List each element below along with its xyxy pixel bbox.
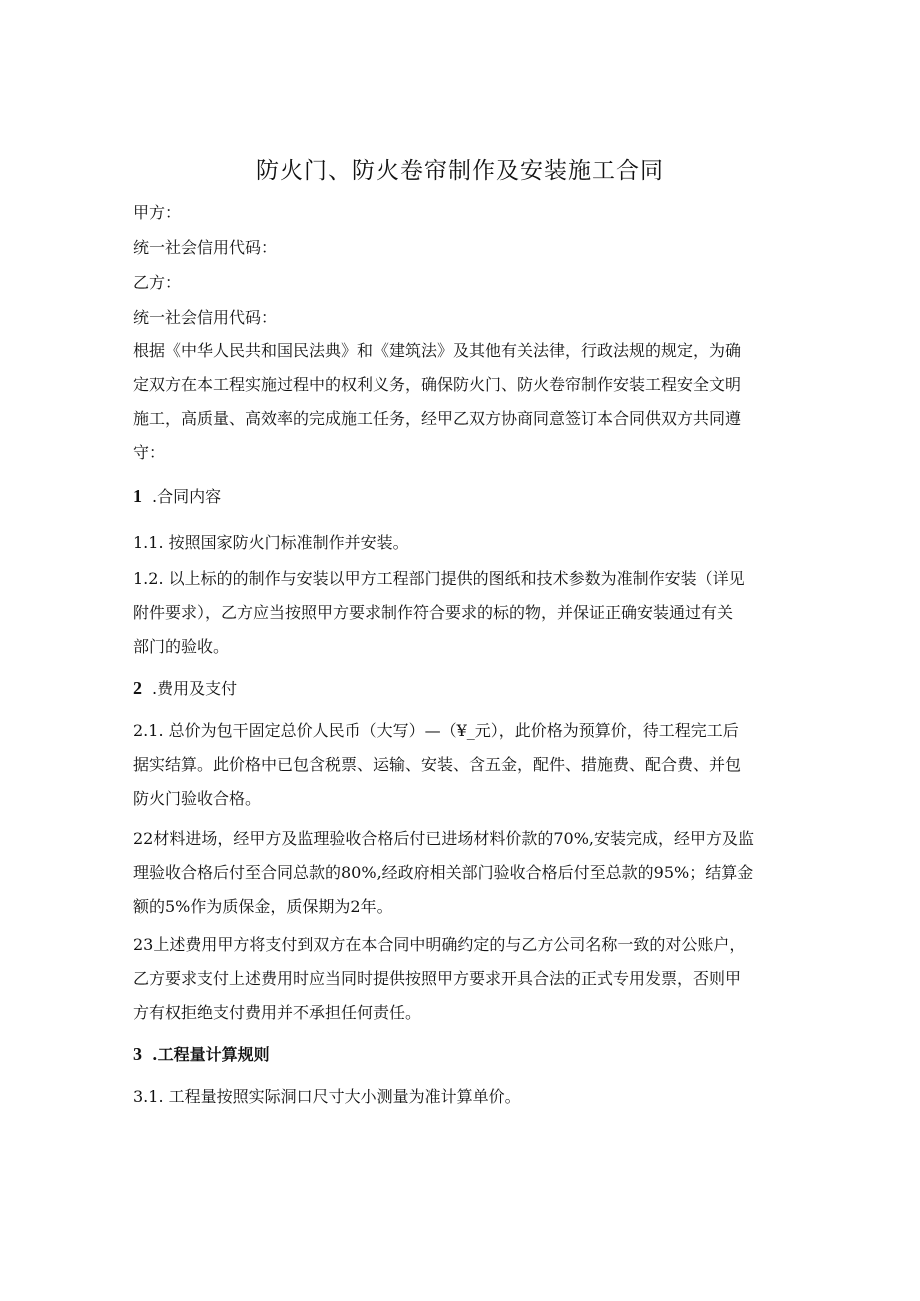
intro-paragraph [133,334,788,470]
clause-2-2 [133,822,788,924]
clause-line: 附件要求），乙方应当按照甲方要求制作符合要求的标的物，并保证正确安装通过有关 [133,603,734,622]
clause-line: 23上述费用甲方将支付到双方在本合同中明确约定的与乙方公司名称一致的对公账户， [133,935,746,954]
document-title: 防火门、防火卷帘制作及安装施工合同 [256,158,664,184]
party-a-credit-code-label: 统一社会信用代码： [133,238,278,257]
clause-line: 防火门验收合格。 [133,789,262,808]
party-a-label: 甲方： [133,203,182,222]
section-number: 1 [133,486,142,506]
section-label: .工程量计算规则 [152,1045,270,1064]
clause-1-1 [133,526,788,560]
section-number: 2 [133,678,142,698]
section-heading-1 [133,484,221,507]
clause-3-1 [133,1080,788,1114]
section-label: .费用及支付 [152,679,238,698]
clause-2-1 [133,714,788,816]
intro-line: 根据《中华人民共和国民法典》和《建筑法》及其他有关法律，行政法规的规定，为确 [133,341,742,360]
clause-line: 部门的验收。 [133,637,230,656]
clause-line: 额的5%作为质保金，质保期为2年。 [133,897,393,916]
section-label: .合同内容 [152,487,222,506]
clause-line: 方有权拒绝支付费用并不承担任何责任。 [133,1003,422,1022]
clause-line: 2.1. 总价为包干固定总价人民币（大写）—（¥_元），此价格为预算价，待工程完工后 [133,721,739,740]
section-number: 3 [133,1044,142,1064]
clause-line: 1.2. 以上标的的制作与安装以甲方工程部门提供的图纸和技术参数为准制作安装（详见 [133,569,745,588]
party-b-credit-code-label: 统一社会信用代码： [133,308,278,327]
clause-line: 乙方要求支付上述费用时应当同时提供按照甲方要求开具合法的正式专用发票，否则甲 [133,969,742,988]
intro-line: 守： [133,443,166,462]
intro-line: 定双方在本工程实施过程中的权利义务，确保防火门、防火卷帘制作安装工程安全文明 [133,375,742,394]
clause-line: 1.1. 按照国家防火门标准制作并安装。 [133,533,409,552]
clause-line: 3.1. 工程量按照实际洞口尺寸大小测量为准计算单价。 [133,1087,521,1106]
party-b-label: 乙方： [133,273,182,292]
clause-line: 据实结算。此价格中已包含税票、运输、安装、含五金，配件、措施费、配合费、并包 [133,755,742,774]
intro-line: 施工，高质量、高效率的完成施工任务，经甲乙双方协商同意签订本合同供双方共同遵 [133,409,742,428]
clause-1-2 [133,562,788,664]
clause-line: 理验收合格后付至合同总款的80%,经政府相关部门验收合格后付至总款的95%；结算金 [133,863,754,882]
section-heading-2 [133,676,237,699]
section-heading-3 [133,1042,270,1065]
clause-line: 22材料进场，经甲方及监理验收合格后付已进场材料价款的70%,安装完成，经甲方及监 [133,829,755,848]
clause-2-3 [133,928,788,1030]
